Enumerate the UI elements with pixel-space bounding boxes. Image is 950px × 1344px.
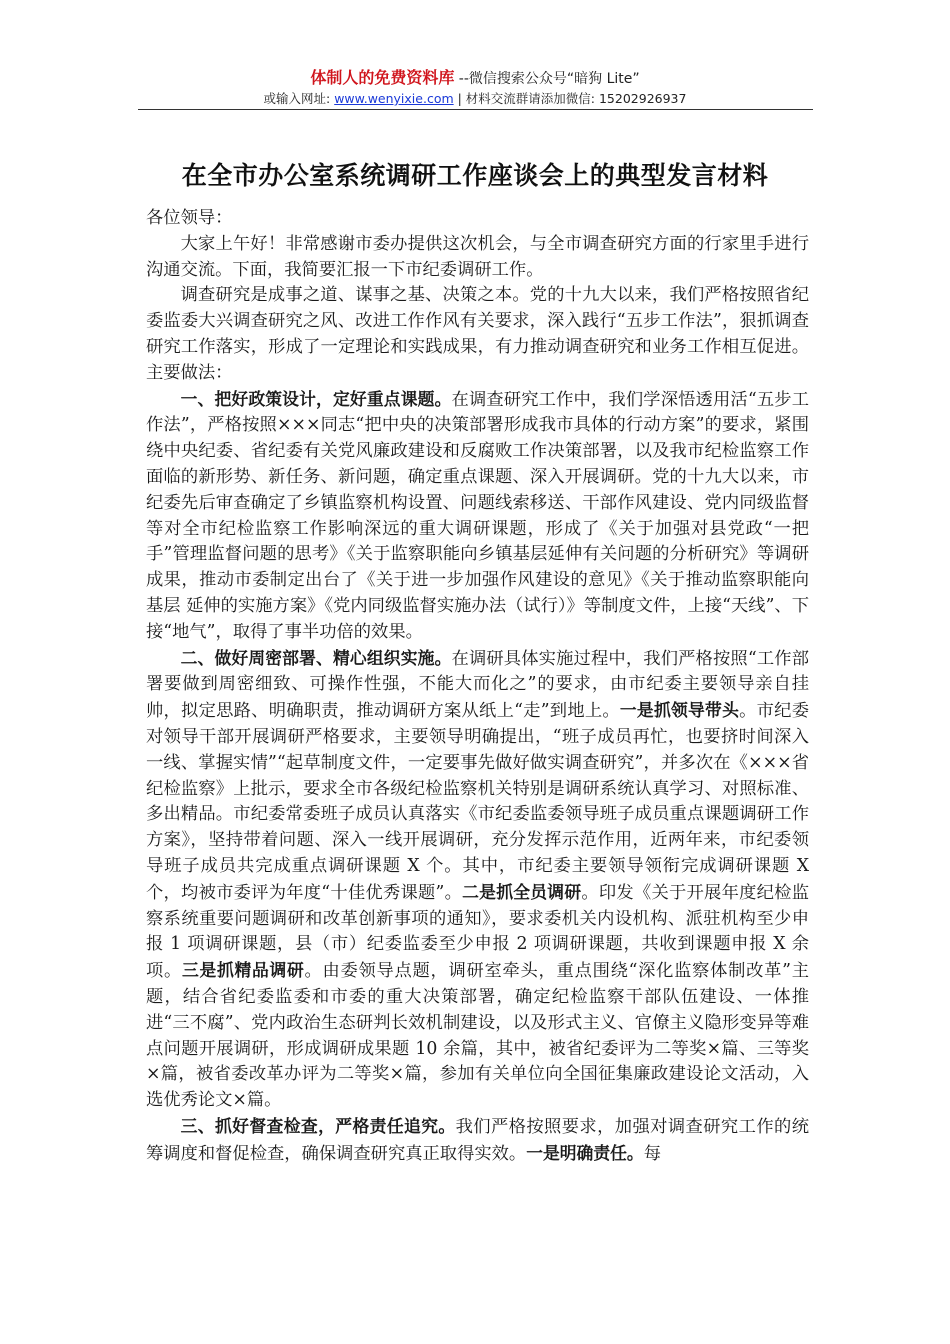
section-2-text-a: 在调研具体实施过程中，我们严格按照“工作部署要做到周密细致、可操作性强，不能大而化之”的要求，由市纪委主要领导亲自挂帅，拟定思路、明确职责，推动调研方案从纸上“走”到地上。 (146, 648, 809, 722)
section-2-sub-3: 三是抓精品调研 (182, 960, 305, 981)
paragraph-section-2 (146, 646, 809, 1114)
paragraph-section-3 (146, 1114, 809, 1168)
header-tagline: --微信搜索公众号“暗狗 Lite” (454, 71, 640, 87)
header-url-link[interactable]: www.wenyixie.com (334, 91, 454, 106)
section-2-text-b: 。市纪委对领导干部开展调研严格要求，主要领导明确提出，“班子成员再忙，也要挤时间深入一线、掌握实情”“起草制度文件，一定要事先做好做实调查研究”，并多次在《×××省纪检监察》上批示，要求全市各级纪检监察机关特别是调研系统认真学习、对照标准、多出精品。市纪委常委班子成员认真落实《市纪委监委领导班子成员重点课题调研工作方案》，坚持带着问题、深入一线开展调研，充分发挥示范作用，近两年来，市纪委领导班子成员共完成重点调研课题 X 个。其中，市纪委主要领导领衔完成调研课题 X 个，均被市委评为年度“十佳优秀课题”。 (146, 701, 809, 903)
section-2-text-c: 。印发《关于开展年度纪检监察系统重要问题调研和改革创新事项的通知》，要求委机关内设机构、派驻机构至少申报 1 项调研课题，县（市）纪委监委至少申报 2 项调研课题，共收到课题申报 X 余项。 (146, 882, 809, 982)
section-1-text: 在调查研究工作中，我们学深悟透用活“五步工作法”，严格按照×××同志“把中央的决策部署形成我市具体的行动方案”的要求，紧围绕中央纪委、省纪委有关党风廉政建设和反腐败工作决策部署，以及我市纪检监察工作面临的新形势、新任务、新问题，确定重点课题、深入开展调研。党的十九大以来，市纪委先后审查确定了乡镇监察机构设置、问题线索移送、干部作风建设、党内同级监督等对全市纪检监察工作影响深远的重大调研课题，形成了《关于加强对县党政“一把手”管理监督问题的思考》《关于监察职能向乡镇基层延伸有关问题的分析研究》等调研成果，推动市委制定出台了《关于进一步加强作风建设的意见》《关于推动监察职能向基层 延伸的实施方案》《党内同级监督实施办法（试行）》等制度文件，上接“天线”、下接“地气”，取得了事半功倍的效果。 (146, 389, 809, 642)
section-2-text-d: 。由委领导点题，调研室牵头，重点围绕“深化监察体制改革”主题，结合省纪委监委和市委的重大决策部署，确定纪检监察干部队伍建设、一体推进“三不腐”、党内政治生态研判长效机制建设，以及形式主义、官僚主义隐形变异等难点问题开展调研，形成调研成果题 10 余篇，其中，被省纪委评为二等奖×篇、三等奖×篇，被省委改革办评为二等奖×篇，参加有关单位向全国征集廉政建设论文活动，入选优秀论文×篇。 (146, 961, 809, 1111)
header-divider (138, 109, 813, 110)
header-line-1 (0, 69, 950, 88)
section-2-sub-2: 二是抓全员调研 (462, 881, 582, 902)
section-3-heading: 三、抓好督查检查，严格责任追究。 (180, 1115, 456, 1136)
paragraph-section-1 (146, 387, 809, 646)
section-2-heading: 二、做好周密部署、精心组织实施。 (180, 647, 452, 668)
page-title: 在全市办公室系统调研工作座谈会上的典型发言材料 (181, 161, 769, 190)
header-contact: | 材料交流群请添加微信: 15202926937 (453, 91, 687, 106)
header-url-prefix: 或输入网址: (263, 91, 335, 106)
document-body (146, 206, 809, 1167)
section-3-tail: 每 (643, 1143, 661, 1164)
section-3-sub-1: 一是明确责任。 (526, 1142, 644, 1163)
header-brand: 体制人的免费资料库 (310, 68, 455, 87)
header-line-2 (0, 91, 950, 107)
section-2-sub-1: 一是抓领导带头 (619, 700, 740, 721)
section-3-text: 我们严格按照要求，加强对调查研究工作的统筹调度和督促检查，确保调查研究真正取得实效。 (146, 1116, 809, 1164)
paragraph-intro: 大家上午好！非常感谢市委办提供这次机会，与全市调查研究方面的行家里手进行沟通交流。下面，我简要汇报一下市纪委调研工作。 (146, 233, 809, 280)
salutation: 各位领导： (146, 208, 233, 228)
paragraph-overview: 调查研究是成事之道、谋事之基、决策之本。党的十九大以来，我们严格按照省纪委监委大兴调查研究之风、改进工作作风有关要求，深入践行“五步工作法”，狠抓调查研究工作落实，形成了一定理论和实践成果，有力推动调查研究和业务工作相互促进。主要做法： (146, 285, 809, 383)
section-1-heading: 一、把好政策设计，定好重点课题。 (180, 388, 452, 409)
